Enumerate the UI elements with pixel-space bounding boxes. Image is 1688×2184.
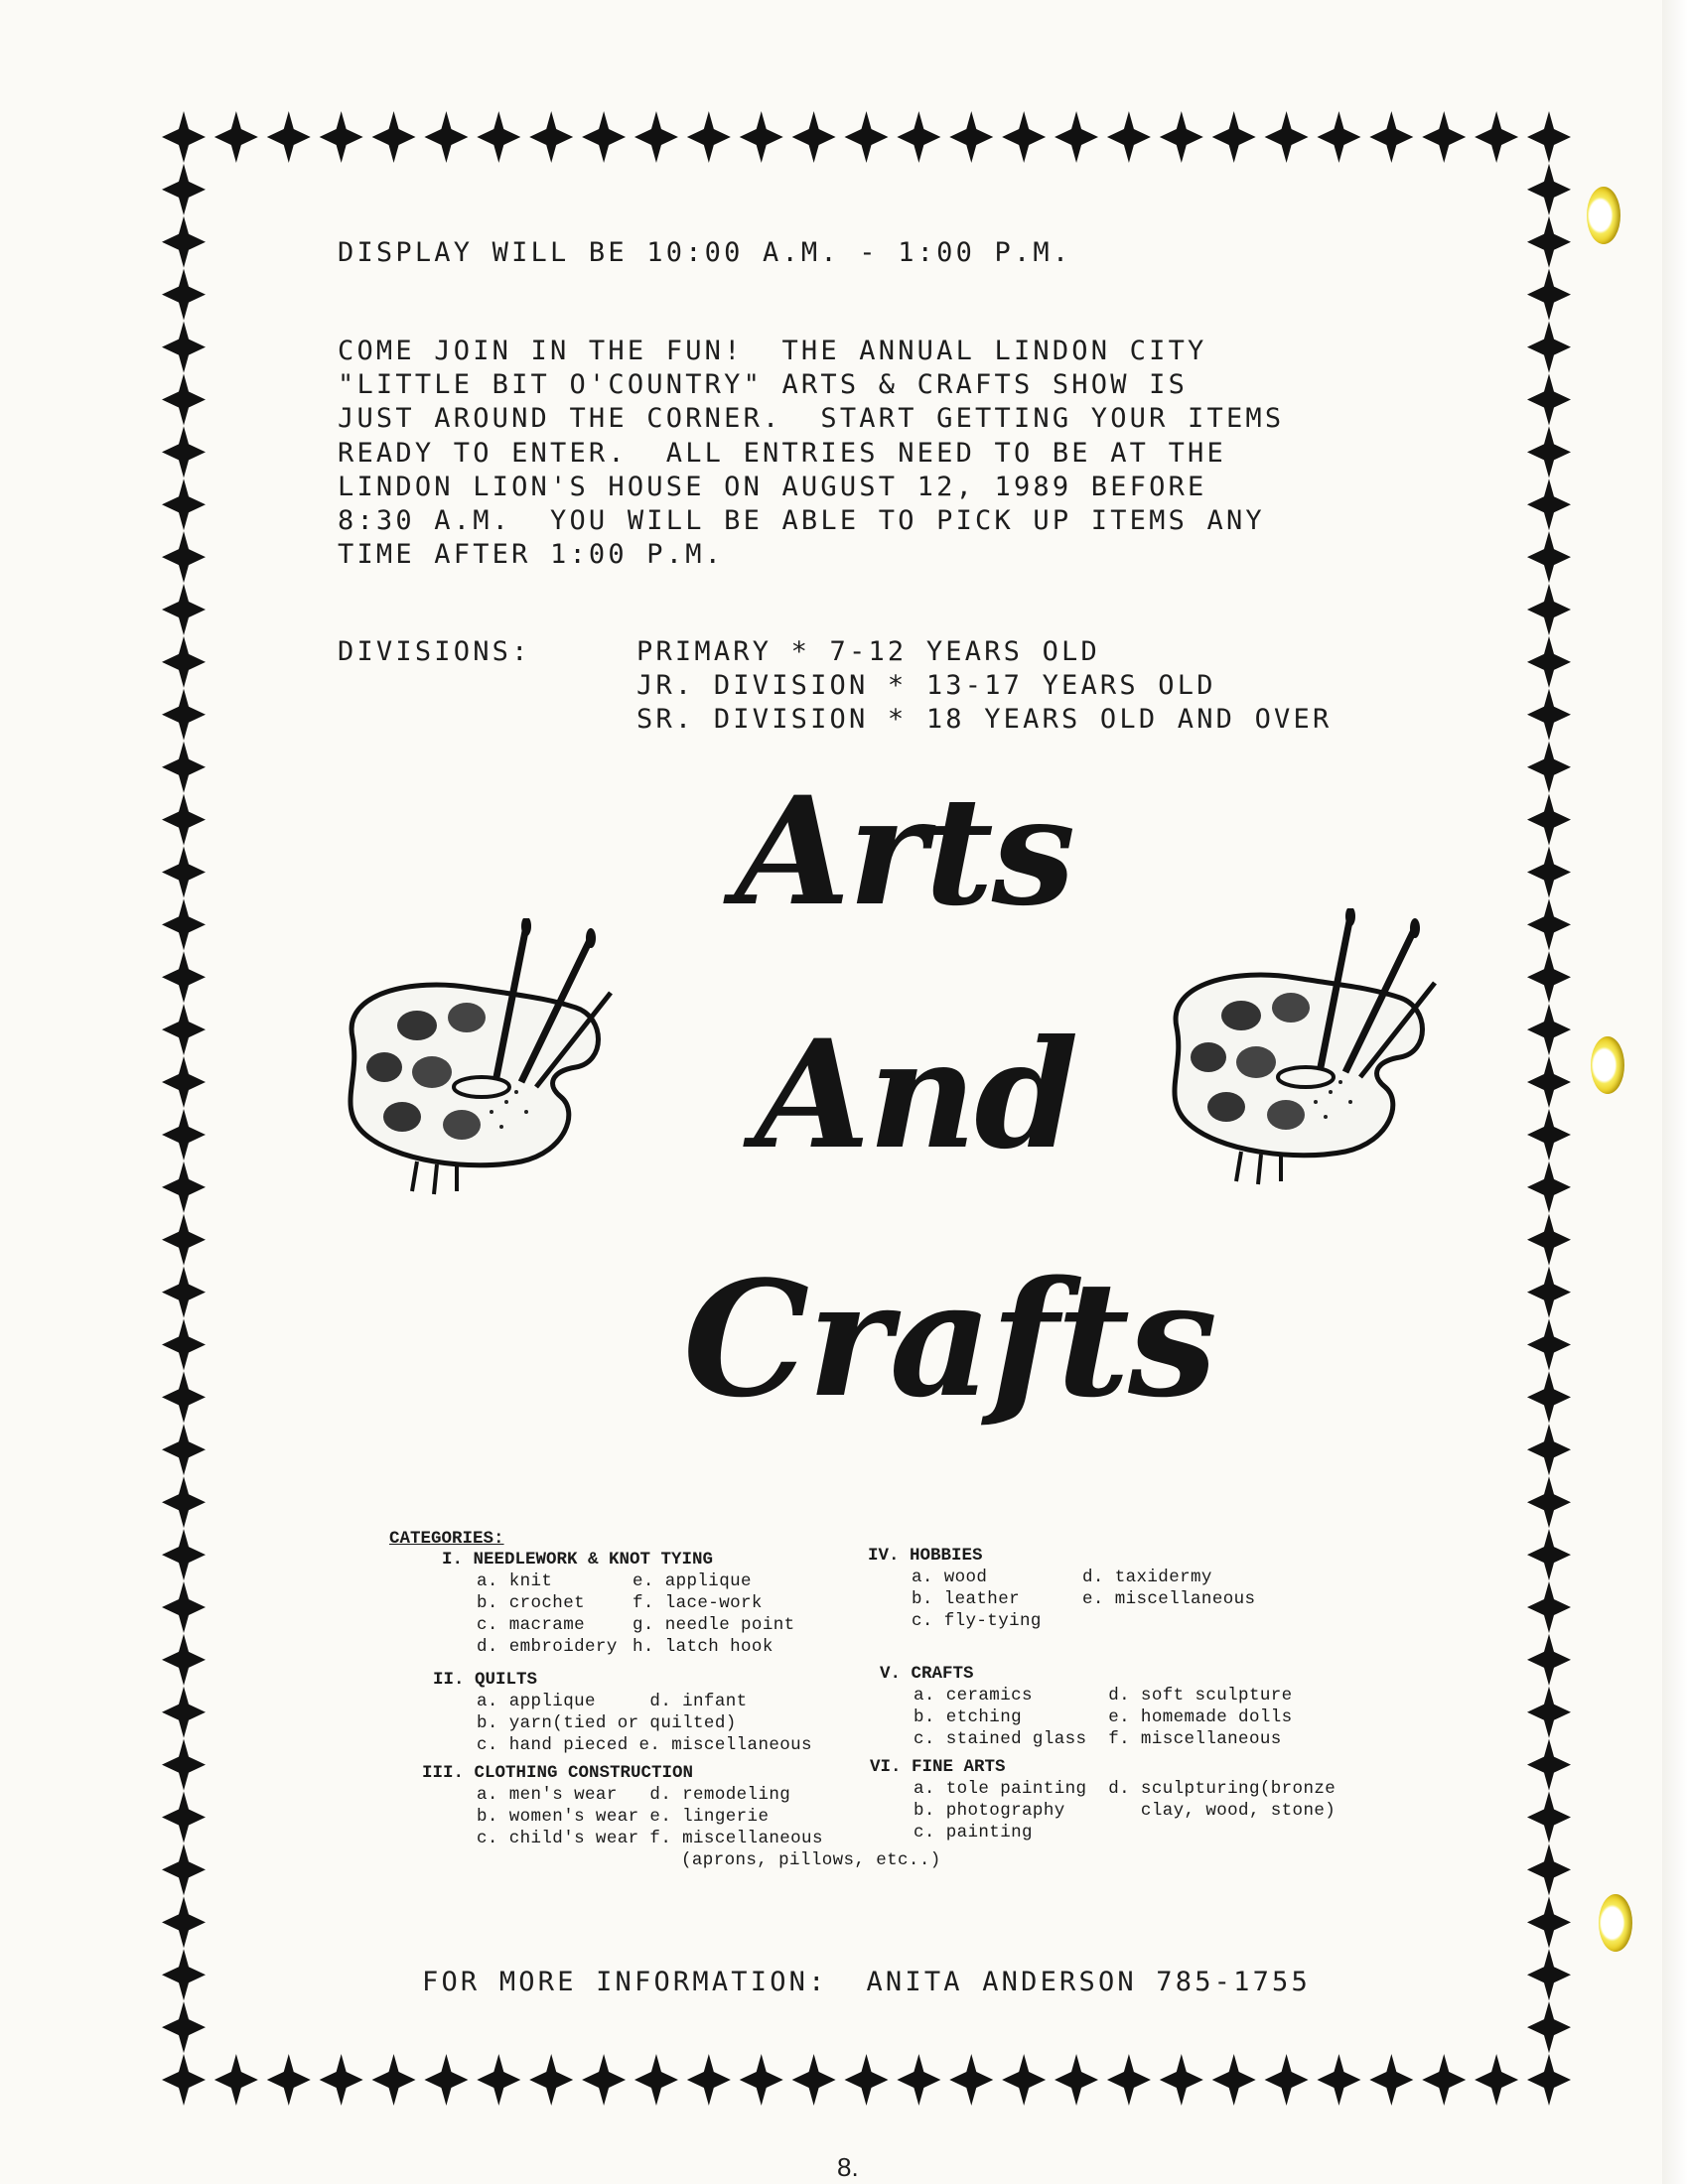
border-star — [1107, 2054, 1151, 2106]
border-star — [1527, 2054, 1571, 2106]
border-star — [162, 1792, 206, 1843]
border-star — [845, 2054, 889, 2106]
border-star — [162, 216, 206, 268]
category-item: (aprons, pillows, etc..) — [681, 1850, 941, 1870]
border-star — [740, 2054, 783, 2106]
category-item: c. hand pieced e. miscellaneous — [477, 1735, 812, 1755]
border-star — [162, 689, 206, 741]
page-number: 8. — [837, 2152, 859, 2182]
border-star — [1265, 2054, 1309, 2106]
border-star — [949, 2054, 993, 2106]
category-item: g. needle point — [633, 1615, 795, 1635]
intro-line: "LITTLE BIT O'COUNTRY" ARTS & CRAFTS SHOW IS — [338, 369, 1189, 400]
category-item: e. applique — [633, 1571, 752, 1591]
border-star — [1527, 1214, 1571, 1266]
border-star — [1527, 742, 1571, 793]
title-word-arts: Arts — [735, 764, 1074, 939]
border-star — [1475, 111, 1518, 163]
border-star — [162, 322, 206, 373]
category-item: b. crochet — [477, 1593, 586, 1613]
border-star — [1527, 1949, 1571, 2000]
border-star — [162, 1687, 206, 1738]
border-star — [1160, 2054, 1203, 2106]
border-star — [162, 1267, 206, 1318]
border-star — [1107, 111, 1151, 163]
category-item: f. lace-work — [633, 1593, 763, 1613]
border-star — [687, 2054, 731, 2106]
border-star — [1527, 1004, 1571, 1055]
category-item: a. applique d. infant — [477, 1692, 748, 1711]
category-title: I. NEEDLEWORK & KNOT TYING — [442, 1550, 714, 1570]
border-star — [267, 2054, 311, 2106]
border-star — [1527, 1161, 1571, 1213]
category-item: a. knit — [477, 1571, 553, 1591]
border-star — [529, 2054, 573, 2106]
border-star — [1475, 2054, 1518, 2106]
border-star — [1055, 2054, 1098, 2106]
border-star — [162, 1424, 206, 1475]
binder-hole — [1587, 187, 1620, 244]
border-star — [1527, 1529, 1571, 1580]
palette-icon — [323, 918, 621, 1206]
border-star — [162, 1214, 206, 1266]
category-title: VI. FINE ARTS — [870, 1757, 1006, 1777]
border-star — [1527, 1267, 1571, 1318]
category-item: a. men's wear d. remodeling — [477, 1785, 791, 1805]
border-star — [1527, 1109, 1571, 1160]
border-star — [477, 111, 520, 163]
border-star — [162, 794, 206, 846]
border-star — [162, 2054, 206, 2106]
category-title: IV. HOBBIES — [868, 1546, 983, 1566]
border-star — [1002, 2054, 1046, 2106]
border-star — [1527, 426, 1571, 478]
border-star — [1527, 636, 1571, 688]
border-star — [162, 584, 206, 635]
category-item: b. etching e. homemade dolls — [914, 1707, 1293, 1727]
border-star — [162, 1739, 206, 1791]
border-star — [1212, 111, 1256, 163]
category-item: c. stained glass f. miscellaneous — [914, 1729, 1282, 1749]
contact-info: FOR MORE INFORMATION: ANITA ANDERSON 785-1755 — [422, 1967, 1311, 1997]
border-star — [792, 111, 836, 163]
border-star — [1369, 2054, 1413, 2106]
border-star — [1527, 2001, 1571, 2053]
border-star — [1527, 794, 1571, 846]
intro-line: READY TO ENTER. ALL ENTRIES NEED TO BE AT THE — [338, 438, 1226, 469]
border-star — [1527, 1319, 1571, 1371]
border-star — [1527, 584, 1571, 635]
border-star — [162, 269, 206, 321]
border-star — [162, 426, 206, 478]
border-star — [162, 742, 206, 793]
border-star — [634, 111, 678, 163]
border-star — [162, 1371, 206, 1423]
category-item: h. latch hook — [633, 1637, 774, 1657]
display-hours: DISPLAY WILL BE 10:00 A.M. - 1:00 P.M. — [338, 237, 1072, 268]
border-star — [1265, 111, 1309, 163]
intro-line: LINDON LION'S HOUSE ON AUGUST 12, 1989 BEFORE — [338, 472, 1207, 502]
border-star — [1527, 846, 1571, 897]
category-item: b. yarn(tied or quilted) — [477, 1713, 737, 1733]
border-star — [162, 951, 206, 1003]
border-star — [162, 1056, 206, 1108]
border-star — [162, 1529, 206, 1580]
border-star — [1527, 1739, 1571, 1791]
intro-line: TIME AFTER 1:00 P.M. — [338, 539, 725, 570]
border-star — [372, 111, 416, 163]
category-title: V. CRAFTS — [880, 1664, 974, 1684]
border-star — [424, 2054, 468, 2106]
title-word-and: And — [755, 1008, 1077, 1182]
border-star — [1527, 1634, 1571, 1686]
border-star — [1527, 1581, 1571, 1633]
border-star — [162, 164, 206, 215]
binder-hole — [1599, 1894, 1632, 1952]
border-star — [477, 2054, 520, 2106]
division-item: PRIMARY * 7-12 YEARS OLD — [636, 636, 1100, 667]
border-star — [529, 111, 573, 163]
division-item: JR. DIVISION * 13-17 YEARS OLD — [636, 670, 1216, 701]
border-star — [214, 111, 258, 163]
border-star — [162, 1109, 206, 1160]
border-star — [1212, 2054, 1256, 2106]
border-star — [372, 2054, 416, 2106]
border-star — [162, 898, 206, 950]
border-star — [1527, 898, 1571, 950]
category-item: d. taxidermy — [1082, 1568, 1212, 1587]
border-star — [162, 636, 206, 688]
border-star — [162, 1843, 206, 1895]
border-star — [1527, 373, 1571, 425]
border-star — [1527, 1843, 1571, 1895]
border-star — [162, 846, 206, 897]
border-star — [1527, 164, 1571, 215]
border-star — [1160, 111, 1203, 163]
category-item: e. miscellaneous — [1082, 1589, 1256, 1609]
border-star — [1527, 1371, 1571, 1423]
border-star — [949, 111, 993, 163]
border-star — [792, 2054, 836, 2106]
border-star — [1369, 111, 1413, 163]
border-star — [1317, 2054, 1360, 2106]
palette-icon — [1147, 908, 1445, 1196]
border-star — [1527, 478, 1571, 530]
border-star — [1527, 951, 1571, 1003]
intro-line: JUST AROUND THE CORNER. START GETTING YOUR ITEMS — [338, 403, 1285, 434]
border-star — [1002, 111, 1046, 163]
border-star — [320, 2054, 363, 2106]
category-item: a. ceramics d. soft sculpture — [914, 1686, 1293, 1706]
border-star — [162, 1896, 206, 1948]
categories-label: CATEGORIES: — [389, 1529, 504, 1549]
border-star — [1527, 689, 1571, 741]
border-star — [162, 373, 206, 425]
title-word-crafts: Crafts — [683, 1246, 1216, 1433]
border-star — [162, 531, 206, 583]
category-item: b. leather — [912, 1589, 1021, 1609]
border-star — [1527, 1056, 1571, 1108]
binder-hole — [1591, 1036, 1624, 1094]
intro-line: COME JOIN IN THE FUN! THE ANNUAL LINDON CITY — [338, 336, 1207, 366]
border-star — [1317, 111, 1360, 163]
division-item: SR. DIVISION * 18 YEARS OLD AND OVER — [636, 704, 1333, 735]
border-star — [845, 111, 889, 163]
border-star — [320, 111, 363, 163]
border-star — [214, 2054, 258, 2106]
border-star — [267, 111, 311, 163]
border-star — [1527, 216, 1571, 268]
border-star — [424, 111, 468, 163]
border-star — [1527, 1792, 1571, 1843]
border-star — [162, 1476, 206, 1528]
border-star — [162, 1949, 206, 2000]
border-star — [1527, 1687, 1571, 1738]
border-star — [162, 1004, 206, 1055]
border-star — [1055, 111, 1098, 163]
border-star — [582, 111, 626, 163]
border-star — [162, 1634, 206, 1686]
category-title: II. QUILTS — [433, 1670, 538, 1690]
category-item: b. photography clay, wood, stone) — [914, 1801, 1336, 1821]
category-item: c. fly-tying — [912, 1611, 1042, 1631]
border-star — [1527, 269, 1571, 321]
border-star — [1527, 531, 1571, 583]
border-star — [1527, 1476, 1571, 1528]
category-item: b. women's wear e. lingerie — [477, 1807, 770, 1827]
border-star — [897, 2054, 940, 2106]
border-star — [162, 111, 206, 163]
border-star — [897, 111, 940, 163]
border-star — [162, 1319, 206, 1371]
category-item: a. wood — [912, 1568, 988, 1587]
category-item: a. tole painting d. sculpturing(bronze — [914, 1779, 1336, 1799]
intro-line: 8:30 A.M. YOU WILL BE ABLE TO PICK UP ITEMS ANY — [338, 505, 1265, 536]
category-item: c. child's wear f. miscellaneous — [477, 1829, 823, 1848]
border-star — [1527, 111, 1571, 163]
border-star — [687, 111, 731, 163]
category-item: d. embroidery — [477, 1637, 618, 1657]
border-star — [582, 2054, 626, 2106]
border-star — [1527, 322, 1571, 373]
border-star — [740, 111, 783, 163]
category-item: c. macrame — [477, 1615, 586, 1635]
border-star — [162, 478, 206, 530]
category-title: III. CLOTHING CONSTRUCTION — [422, 1763, 694, 1783]
border-star — [162, 1581, 206, 1633]
border-star — [1527, 1424, 1571, 1475]
category-item: c. painting — [914, 1823, 1033, 1843]
border-star — [162, 1161, 206, 1213]
border-star — [1527, 1896, 1571, 1948]
border-star — [162, 2001, 206, 2053]
border-star — [1422, 2054, 1466, 2106]
divisions-label: DIVISIONS: — [338, 636, 531, 667]
border-star — [634, 2054, 678, 2106]
border-star — [1422, 111, 1466, 163]
